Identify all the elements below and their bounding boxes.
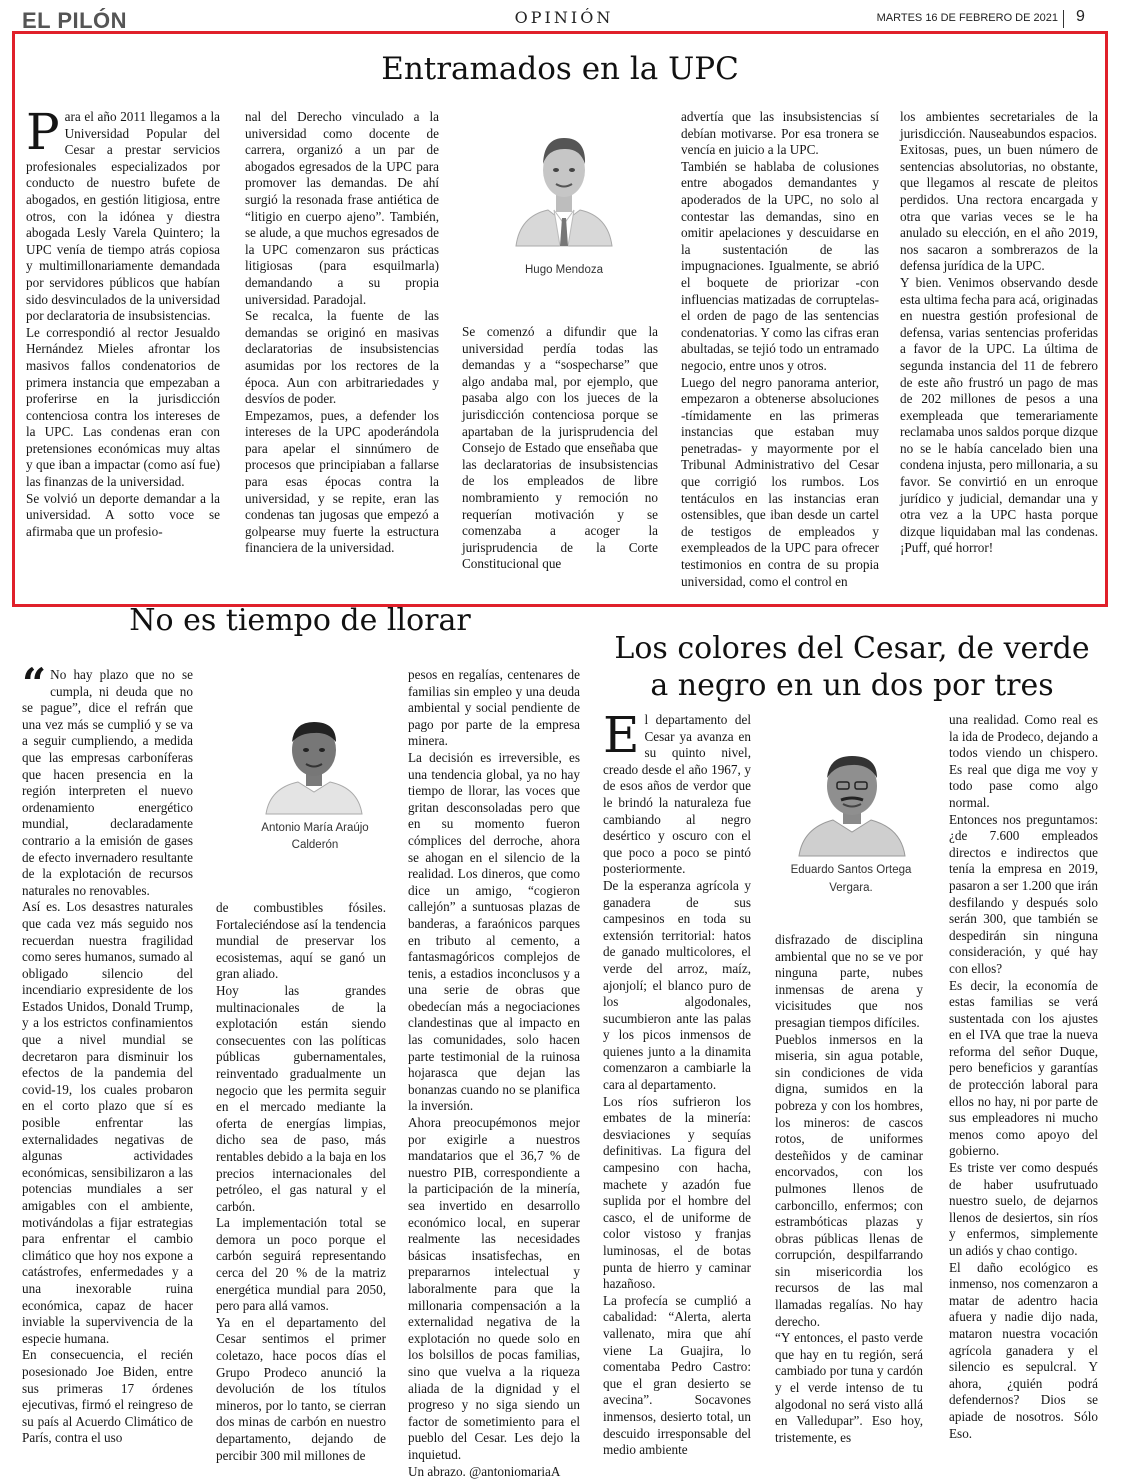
- paragraph: Y bien. Venimos observando desde esta ultima fecha para acá, originadas en nuestra gestión profesional de defensa, varias sentencias proferidas a favor de la UPC. La última de segunda instancia del 11 de febrero de este año frustró un pago de mas de 202 millones de pesos a una exempleada que temerariamente reclamaba unos saldos porque dizque no se le había cancelado bien una condena injusta, pero millonaria, a su favor. Se convirtió en un enroque jurídico y judicial, demandar una y otra vez a la UPC hasta porque dizque liquidaban mal las condenas. ¡Puff, qué horror!: [900, 275, 1098, 557]
- article-column-3: [949, 712, 1098, 1419]
- drop-cap: E: [603, 714, 640, 756]
- paragraph: una realidad. Como real es la ida de Prodeco, dejando a todos viendo un chispero. Es real que diga me voy y todo pase como algo normal.: [949, 712, 1098, 810]
- article-column-3: [462, 324, 658, 567]
- paragraph: No hay plazo que no se cumpla, ni deuda que no se pague”, dice el refrán que una vez más se cumplió y se va a seguir cumpliendo, a medida que las empresas carboníferas que hacen presencia en la región interpreten el nuevo ordenamiento energético mundial, declaradamente contrario a la emisión de gases de efecto invernadero resultante de la explotación de recursos naturales no renovables.: [22, 667, 193, 898]
- author-caption-line-1: Antonio María Araújo: [214, 820, 416, 837]
- paragraph: Pueblos inmersos en la miseria, sin agua potable, sin condiciones de vida digna, sumidos en la pobreza y con los hombres, los mineros: de cascos rotos, de uniformes desteñidos y de caminar encorvados, con los pulmones llenos de carboncillo, enfermos; con estrambóticas plazas y obras públicas llenas de corrupción, despilfarrando sin misericordia los recursos de las mal llamadas regalías. No hay derecho.: [775, 1032, 923, 1331]
- article-column-2: [775, 932, 923, 1419]
- issue-date: MARTES 16 DE FEBRERO DE 2021: [877, 12, 1058, 24]
- paragraph: de combustibles fósiles. Fortaleciéndose así la tendencia mundial de preservar los ecosistemas, aquí se ganó un gran aliado.: [216, 900, 386, 981]
- paragraph: Empezamos, pues, a defender los intereses de la UPC apoderándola para apelar el sinnúmero de procesos que principiaban a fallarse para esas épocas contra la universidad, y se repite, eran las condenas tan jugosas que empezó a golpearse muy fuerte la estructura financiera de la universidad.: [245, 408, 439, 557]
- paragraph: Los ríos sufrieron los embates de la minería: desviaciones y sequías definitivas. La figura del campesino con hacha, machete y azadón fue suplida por el hombre del casco, el de uniforme de color vistoso y franjas luminosas, el de botas punta de hierro y caminar hazañoso.: [603, 1094, 751, 1293]
- paragraph: Se comenzó a difundir que la universidad perdía todas las demandas y a “sospecharse” que algo andaba mal, por ejemplo, que pasaba algo con los jueces de la jurisdicción contenciosa porque se apartaban de la jurisprudencia del Consejo de Estado que enseñaba que las declaratorias de insubsistencias de los empleados de libre nombramiento y remoción no requerían motivación y se comenzaba a acoger la jurisprudencia de la Corte Constitucional que: [462, 324, 658, 571]
- paragraph: Le correspondió al rector Jesualdo Hernández Mieles afrontar los masivos fallos condenatorios de primera instancia que empezaban a proferirse en la jurisdicción contenciosa contra los intereses de la UPC. Las condenas eran con pretensiones económicas muy altas y que iban a impactar (como así fue) las finanzas de la universidad.: [26, 325, 220, 491]
- article-column-4: [681, 109, 879, 593]
- paragraph: Ahora preocupémonos mejor por exigirle a nuestros mandatarios que el 36,7 % de nuestro PIB, correspondiente a la participación de la minería, sea invertido en desarrollo económico local, en superar realmente las necesidades básicas insatisfechas, en prepararnos intelectual y laboralmente para que la millonaria compensación a la externalidad negativa de la explotación no quede solo en los bolsillos de pocas familias, sino que vuelva a la riqueza aliada de la dignidad y el progreso y no siga siendo un factor de sometimiento para el pueblo del Cesar. Les dejo la inquietud.: [408, 1115, 580, 1463]
- author-caption-line-1: Eduardo Santos Ortega: [760, 862, 942, 879]
- author-photo: [797, 744, 907, 856]
- paragraph: También se hablaba de colusiones entre abogados demandantes y apoderados de la UPC, no solo al contestar las demandas, sino en omitir apelaciones y descuidarse en la sustentación de las impugnaciones. Igualmente, se abrió el boquete de priorizar -con influencias matizadas de corruptelas- el orden de pago de las sentencias condenatorias. Y como las cifras eran abultadas, se tejió todo un entramado negocio, entre unos y otros.: [681, 159, 879, 375]
- masthead-divider: [1063, 10, 1064, 28]
- paragraph: Luego del negro panorama anterior, empezaron a obtenerse absoluciones -tímidamente en las primeras instancias que estaban muy penetradas- y mayormente por el Tribunal Administrativo del Cesar que corrigió los rumbos. Los tentáculos en las instancias eran ostensibles, que iban desde un cartel de testigos de empleados y exempleados de la UPC para ofrecer testimonios en contra de su propia universidad, como el control en: [681, 375, 879, 591]
- author-caption-line-2: Vergara.: [760, 880, 942, 897]
- paragraph: La decisión es irreversible, es una tendencia global, ya no hay tiempo de llorar, las voces que gritan desconsoladas pero que en su momento fueron cómplices del derroche, ahora se ahogan en el silencio de la realidad. Los dineros, que como dice un amigo, “cogieron callejón” a suntuosas plazas de banderas, a faraónicos parques en tributo al cemento, a fantasmagóricos complejos de tenis, a estadios inconclusos y a una serie de obras que obedecían más a negociaciones clandestinas que al impacto en las comunidades, solo hacen parte testimonial de la ruinosa hojarasca que dejan las bonanzas cuando no se planifica la inversión.: [408, 750, 580, 1115]
- article-column-2: [216, 900, 386, 1419]
- article-title: Entramados en la UPC: [15, 52, 1105, 87]
- article-title-line-1: Los colores del Cesar, de verde: [597, 632, 1107, 666]
- paragraph: “Y entonces, el pasto verde que hay en tu región, será cambiado por tuna y cardón y el verde intenso de tu algodonal no será visto allá en Valledupar”. Eso hoy, tristemente, es: [775, 1330, 923, 1446]
- paragraph: disfrazado de disciplina ambiental que no se ve por ninguna parte, nubes inmensas de arena y vicisitudes que nos presagian tiempos difíciles.: [775, 932, 923, 1030]
- article-column-1: [22, 667, 193, 1419]
- paragraph: Se volvió un deporte demandar a la universidad. A sotto voce se afirmaba que un profesio-: [26, 491, 220, 541]
- drop-cap: P: [26, 111, 60, 153]
- paragraph: Entonces nos preguntamos: ¿de 7.600 empleados directos e indirectos que tenía la empresa en 2019, pasaron a ser 1.200 que irán desfilando y después solo serán 300, que también se despedirán sin ninguna consideración, y qué hay con ellos?: [949, 812, 1098, 978]
- paragraph: los ambientes secretariales de la jurisdicción. Nauseabundos espacios.: [900, 109, 1098, 141]
- quote-mark: “: [22, 669, 46, 699]
- page-number: 9: [1076, 8, 1085, 26]
- paragraph: En consecuencia, el recién posesionado Joe Biden, entre sus primeras 17 órdenes ejecutivas, firmó el reingreso de su país al Acuerdo Climático de París, contra el uso: [22, 1347, 193, 1447]
- paragraph: Es decir, la economía de estas familias se verá sustentada con los ajustes en el IVA que trae la nueva reforma del señor Duque, pero beneficios y garantías de protección laboral para ellos no hay, ni por parte de sus empleadores ni mucho menos como apoyo del gobierno.: [949, 978, 1098, 1161]
- article-column-1: [26, 109, 220, 567]
- paragraph: De la esperanza agrícola y ganadera de sus campesinos en toda su extensión territorial: hatos de ganado multicolores, el verde del arroz, maíz, ajonjolí; el blanco puro de los algodonales, sucumbieron ante las palas y los picos inmensos de quienes junto a la dinamita comenzaron a cambiarle la cara al departamento.: [603, 878, 751, 1094]
- section-title: OPINIÓN: [0, 8, 1128, 27]
- paragraph: El daño ecológico es inmenso, nos comenzaron a matar de adentro hacia afuera y nadie dijo nada, mataron nuestra vocación agrícola ganadera y el silencio es sepulcral. Y ahora, ¿quién podrá defendernos? Dios se apiade de nosotros. Sólo Eso.: [949, 1260, 1098, 1443]
- author-photo: [510, 118, 618, 246]
- article-title-line-2: a negro en un dos por tres: [597, 669, 1107, 703]
- paragraph: La profecía se cumplió a cabalidad: “Alerta, alerta vallenato, mira que ahí viene La Guajira, lo comentaba Pedro Castro: que el gran desierto se avecina”. Socavones inmensos, desierto total, un descuido irresponsable del medio ambiente: [603, 1293, 751, 1459]
- paragraph: Un abrazo. @antoniomariaA: [408, 1464, 580, 1480]
- paragraph: l departamento del Cesar ya avanza en su quinto nivel, creado desde el año 1967, y de esos años de verdor que le brindó la naturaleza fue cambiando al negro desértico y oscuro con el que poco a poco se pintó posteriormente.: [603, 712, 751, 876]
- paragraph: ara el año 2011 llegamos a la Universidad Popular del Cesar a prestar servicios profesionales especializados por conducto de nuestro bufete de abogados, en gestión litigiosa, entre otros, con la idónea y diestra abogada Lesly Varela Quintero; la UPC venía de tiempo atrás copiosa y multimillonariamente demandada por servidores públicos que habían sido desvinculados de la universidad por declaratoria de insubsistencias.: [26, 109, 220, 323]
- author-caption-line-2: Calderón: [214, 837, 416, 854]
- article-column-5: [900, 109, 1098, 593]
- paragraph: advertía que las insubsistencias sí debían motivarse. Por esa tronera se vencía en juicio a la UPC.: [681, 109, 879, 157]
- paragraph: Así es. Los desastres naturales que cada vez más seguido nos recuerdan nuestra fragilidad como seres humanos, sumado al obligado silencio del incendiario expresidente de los Estados Unidos, Donald Trump, y a los estrictos confinamientos que a nivel mundial se decretaron para disminuir los efectos de la pandemia del covid-19, los cuales probaron en el corto plazo que sí es posible enfrentar las externalidades negativas de algunas actividades económicas, sensibilizaron a las potencias mundiales a ser amigables con el ambiente, motivándolas a fijar estrategias para enfrentar el cambio climático que hoy nos expone a catástrofes, enfermedades y a una inexorable ruina económica, capaz de hacer inviable la supervivencia de la especie humana.: [22, 899, 193, 1347]
- article-column-2: [245, 109, 439, 567]
- paragraph: Es triste ver como después de haber usufrutuado nuestro suelo, de dejarnos llenos de desiertos, sin ríos y enfermos, simplemente un adiós y chao contigo.: [949, 1160, 1098, 1260]
- article-column-3: [408, 667, 580, 1419]
- paragraph: Se recalca, la fuente de las demandas se originó en masivas declaratorias de insubsistencias asumidas por los rectores de la época. Aun con arbitrariedades y desvíos de poder.: [245, 308, 439, 408]
- article-title: No es tiempo de llorar: [95, 604, 505, 638]
- author-photo: [262, 712, 366, 814]
- article-column-1: [603, 712, 751, 1419]
- newspaper-logo: EL PILÓN: [22, 8, 127, 34]
- author-caption: Hugo Mendoza: [470, 262, 658, 279]
- paragraph: Exitosas, pues, un buen número de sentencias absolutorias, no obstante, que llegamos al rescate de pleitos perdidos. Una rectora encargada y otra que varias veces se le ha anulado su elección, en el año 2019, nos sacaron a sombrerazos de la defensa jurídica de la UPC.: [900, 142, 1098, 275]
- paragraph: nal del Derecho vinculado a la universidad como docente de carrera, organizó a un par de abogados egresados de la UPC para promover las demandas. De ahí surgió la resonada frase antiética de “litigio en cuerpo ajeno”. También, se alude, a que muchos egresados de la UPC comenzaron sus prácticas litigiosas (para esquilmarla) demandando a su propia universidad. Paradojal.: [245, 109, 439, 307]
- paragraph: pesos en regalías, centenares de familias sin empleo y una deuda ambiental y social pendiente de pago por parte de la empresa minera.: [408, 667, 580, 748]
- paragraph: La implementación total se demora un poco porque el carbón seguirá representando cerca del 20 % de la matriz energética mundial para 2050, pero para allá vamos.: [216, 1215, 386, 1315]
- paragraph: Ya en el departamento del Cesar sentimos el primer coletazo, hace pocos días el Grupo Prodeco anunció la devolución de los títulos mineros, por lo tanto, se cierran dos minas de carbón en nuestro departamento, dejando de percibir 300 mil millones de: [216, 1315, 386, 1464]
- paragraph: Hoy las grandes multinacionales de la explotación están siendo consecuentes con las políticas públicas gubernamentales, reinventado gradualmente un negocio que les permita seguir en el mercado mediante la oferta de energías limpias, dicho sea de paso, más rentables debido a la baja en los precios internacionales del petróleo, el gas natural y el carbón.: [216, 983, 386, 1215]
